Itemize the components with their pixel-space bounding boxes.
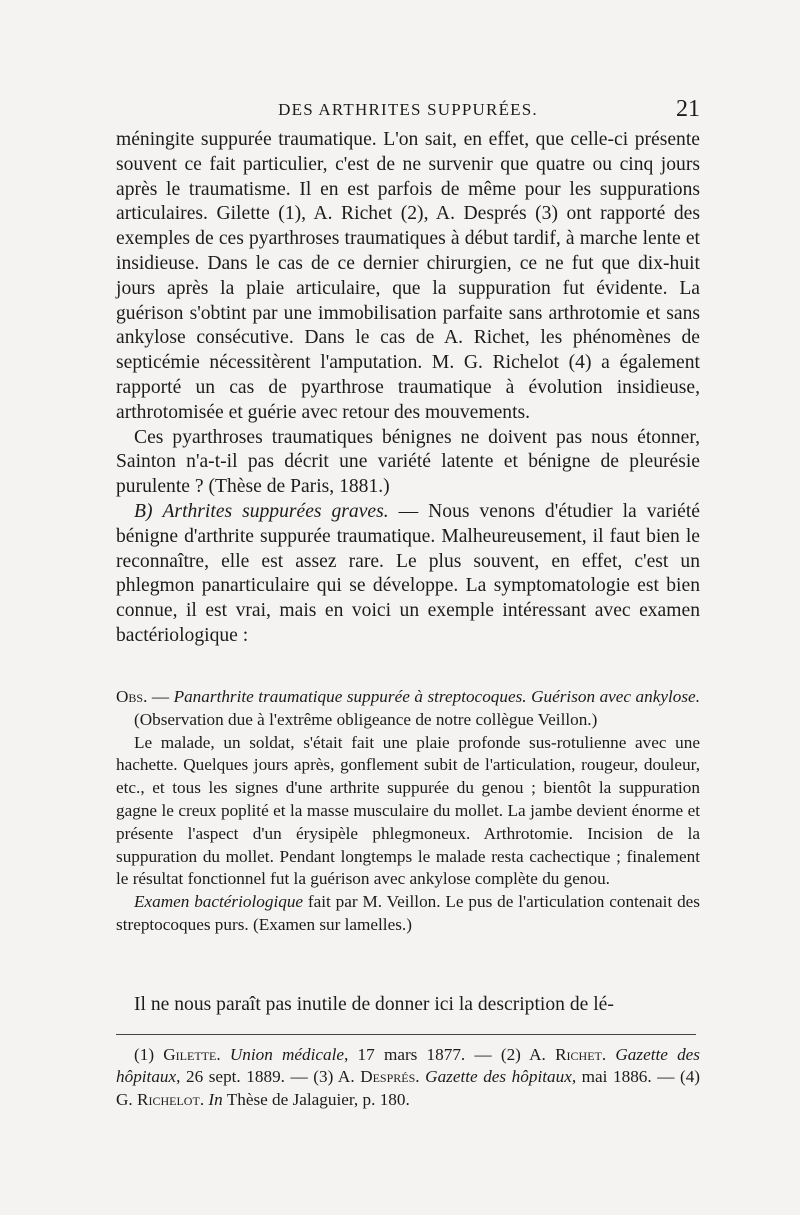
footnote-text <box>116 1044 700 1111</box>
observation-dash: — <box>147 687 174 706</box>
footnote-4-marker: (4) G. <box>116 1067 701 1109</box>
observation-case: Le malade, un soldat, s'était fait une plaie profonde sus-rotulienne avec une hachette. Quelques jours après, gonflement subit de l'articulation, rougeur, douleur, etc., et tous les signes d'une arthrite suppurée du genou ; bientôt la suppuration gagne le creux poplité et la masse musculaire du mollet. La jambe devient énorme et présente l'aspect d'un érysipèle phlegmoneux. Arthrotomie. Incision de la suppuration du mollet. Pendant longtemps le malade resta cachectique ; finalement le résultat fonctionnel fut la guérison avec ankylose complète du genou. <box>116 732 700 889</box>
paragraph-continuation: Il ne nous paraît pas inutile de donner ici la description de lé- <box>134 994 614 1015</box>
footnote-4-work: In <box>208 1089 223 1109</box>
observation-heading <box>116 686 700 732</box>
exam-text: fait par M. Veillon. Le pus de l'articulation contenait des streptocoques purs. (Examen sur lamelles.) <box>116 892 700 934</box>
footnote-1-sep: . <box>216 1045 230 1064</box>
footnote-3-date: , mai 1886. — <box>571 1067 680 1087</box>
observation-exam <box>116 891 700 937</box>
footnote-2-marker: (2) A. <box>500 1045 556 1064</box>
observation-label: Obs. <box>116 687 148 706</box>
footnote-4-sep: . <box>199 1089 209 1109</box>
section-label: B) <box>134 500 153 522</box>
paragraph-severe-arthritis <box>116 500 700 649</box>
running-title: DES ARTHRITES SUPPURÉES. <box>278 100 538 119</box>
running-head <box>116 96 700 126</box>
observation-source: (Observation due à l'extrême obligeance de notre collègue Veillon.) <box>134 709 598 729</box>
footnote-3-work: Gazette des hôpitaux <box>425 1067 572 1087</box>
section-heading: Arthrites suppurées graves. <box>162 500 389 522</box>
footnote-1-date: , 17 mars 1877. — <box>344 1045 501 1064</box>
footnote-3-marker: (3) A. <box>313 1067 361 1087</box>
footnote-3-author: Després <box>360 1067 416 1087</box>
page-number: 21 <box>676 96 700 122</box>
footnote-2-author: Richet <box>555 1045 602 1064</box>
footnote-1-marker: (1) <box>134 1045 164 1064</box>
footnote-2-date: , 26 sept. 1889. — <box>176 1067 314 1087</box>
footnote-2-work: Gazette des hôpitaux <box>116 1045 700 1087</box>
exam-title: Examen bactériologique <box>134 892 304 912</box>
footnotes <box>116 1044 700 1111</box>
body-text <box>116 128 700 649</box>
paragraph-text: — Nous venons d'étudier la variété bénigne d'arthrite suppurée traumatique. Malheureusement, il faut bien le reconnaître, elle est assez rare. Le plus souvent, en effet, c'est un phlegmon panarticulaire qui se développe. La symptomatologie est bien connue, il est vrai, mais en voici un exemple intéressant avec examen bactériologique : <box>116 500 701 646</box>
footnote-4-author: Richelot <box>137 1089 200 1109</box>
footnote-4-rest: Thèse de Jalaguier, p. 180. <box>222 1089 410 1109</box>
footnote-1-work: Union médicale <box>229 1045 345 1064</box>
paragraph-continued: méningite suppurée traumatique. L'on sait, en effet, que celle-ci présente souvent ce fait particulier, c'est de ne survenir que quatre ou cinq jours après le traumatisme. Il en est parfois de même pour les suppurations articulaires. Gilette (1), A. Richet (2), A. Després (3) ont rapporté des exemples de ces pyarthroses traumatiques à début tardif, à marche lente et insidieuse. Dans le cas de ce dernier chirurgien, ce ne fut que dix-huit jours après la plaie articulaire, que la suppuration fut évidente. La guérison s'obtint par une immobilisation parfaite sans arthrotomie et sans ankylose consécutive. Dans le cas de A. Richet, les phénomènes de septicémie nécessitèrent l'amputation. M. G. Richelot (4) a également rapporté un cas de pyarthrose traumatique à évolution insidieuse, arthrotomisée et guérie avec retour des mouvements. <box>116 129 700 423</box>
observation-title: Panarthrite traumatique suppurée à streptocoques. Guérison avec ankylose. <box>173 687 700 706</box>
paragraph-benign-pyarthroses: Ces pyarthroses traumatiques bénignes ne doivent pas nous étonner, Sainton n'a-t-il pas décrit une variété latente et bénigne de pleurésie purulente ? (Thèse de Paris, 1881.) <box>116 426 700 498</box>
footnote-3-sep: . <box>415 1067 426 1087</box>
footnote-rule <box>116 1034 696 1035</box>
footnote-1-author: Gilette <box>163 1045 217 1064</box>
footnote-2-sep: . <box>601 1045 616 1064</box>
observation-block <box>116 686 700 937</box>
